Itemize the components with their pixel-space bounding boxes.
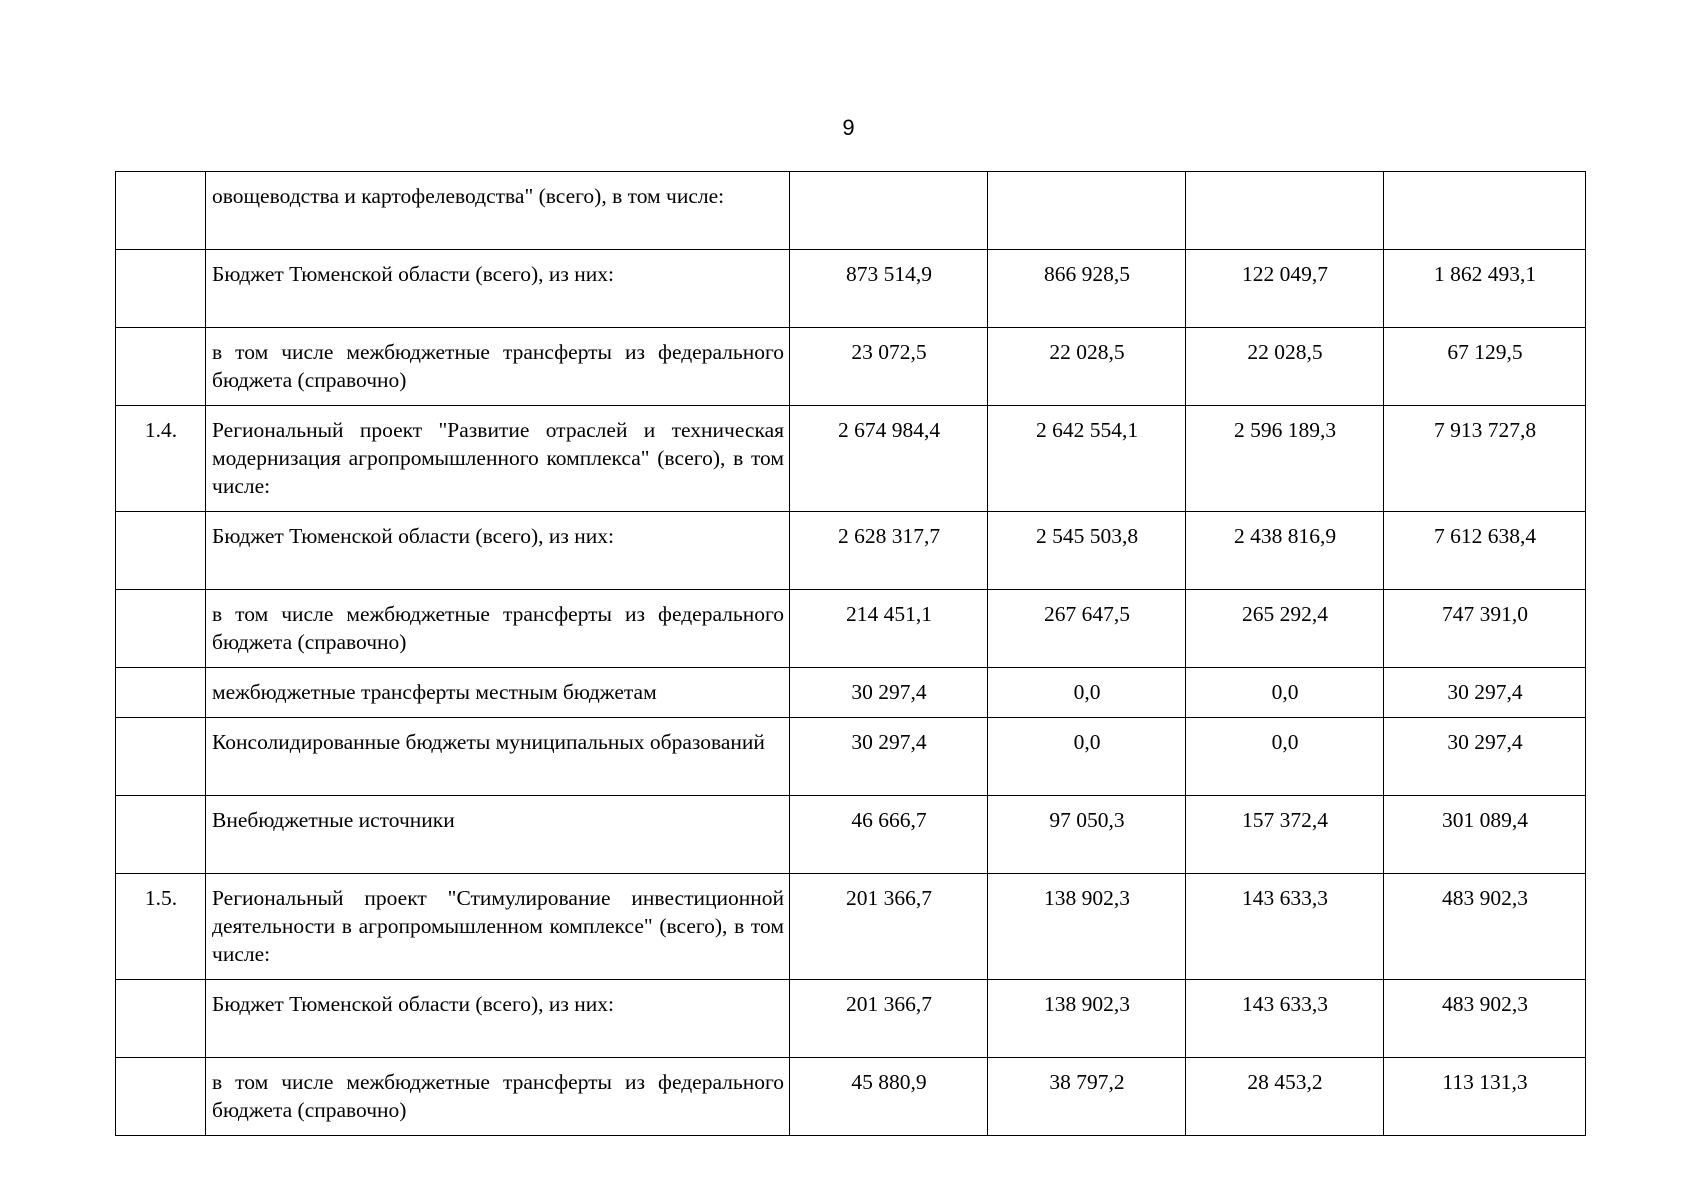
value-cell-year-2: 267 647,5 (988, 590, 1186, 668)
value-cell-year-2: 97 050,3 (988, 796, 1186, 874)
value-cell-year-3: 28 453,2 (1186, 1058, 1384, 1136)
row-number-cell: 1.5. (116, 874, 206, 980)
value-cell-total: 113 131,3 (1384, 1058, 1586, 1136)
row-number-cell (116, 980, 206, 1058)
value-cell-total: 7 913 727,8 (1384, 406, 1586, 512)
value-cell-total: 30 297,4 (1384, 668, 1586, 718)
value-cell-total: 7 612 638,4 (1384, 512, 1586, 590)
value-cell-year-2: 0,0 (988, 668, 1186, 718)
value-cell-year-2: 2 642 554,1 (988, 406, 1186, 512)
row-number-cell (116, 718, 206, 796)
row-number-cell (116, 1058, 206, 1136)
row-number-cell (116, 328, 206, 406)
table-row (116, 406, 1586, 512)
value-cell-year-1: 30 297,4 (790, 718, 988, 796)
table-row (116, 172, 1586, 250)
value-cell-year-1: 201 366,7 (790, 874, 988, 980)
page-number: 9 (842, 115, 855, 140)
value-cell-year-3 (1186, 172, 1384, 250)
row-number-cell: 1.4. (116, 406, 206, 512)
value-cell-total: 747 391,0 (1384, 590, 1586, 668)
value-cell-year-2: 138 902,3 (988, 874, 1186, 980)
row-description-cell: Консолидированные бюджеты муниципальных образований (206, 718, 790, 796)
table-row (116, 980, 1586, 1058)
value-cell-year-1: 2 628 317,7 (790, 512, 988, 590)
value-cell-year-1: 23 072,5 (790, 328, 988, 406)
table-row (116, 590, 1586, 668)
table-row (116, 1058, 1586, 1136)
value-cell-year-3: 143 633,3 (1186, 980, 1384, 1058)
value-cell-total: 483 902,3 (1384, 874, 1586, 980)
value-cell-total: 301 089,4 (1384, 796, 1586, 874)
value-cell-year-2: 866 928,5 (988, 250, 1186, 328)
value-cell-year-3: 0,0 (1186, 668, 1384, 718)
row-description-cell: овощеводства и картофелеводства" (всего), в том числе: (206, 172, 790, 250)
value-cell-year-3: 143 633,3 (1186, 874, 1384, 980)
value-cell-total (1384, 172, 1586, 250)
row-description-cell: в том числе межбюджетные трансферты из федерального бюджета (справочно) (206, 328, 790, 406)
row-description-cell: межбюджетные трансферты местным бюджетам (206, 668, 790, 718)
value-cell-year-1: 30 297,4 (790, 668, 988, 718)
row-description-cell: в том числе межбюджетные трансферты из федерального бюджета (справочно) (206, 590, 790, 668)
value-cell-year-3: 22 028,5 (1186, 328, 1384, 406)
value-cell-year-3: 122 049,7 (1186, 250, 1384, 328)
value-cell-year-3: 2 438 816,9 (1186, 512, 1384, 590)
value-cell-year-1: 201 366,7 (790, 980, 988, 1058)
row-description-cell: Бюджет Тюменской области (всего), из них: (206, 250, 790, 328)
value-cell-total: 30 297,4 (1384, 718, 1586, 796)
table-row (116, 512, 1586, 590)
value-cell-year-3: 2 596 189,3 (1186, 406, 1384, 512)
table-row (116, 668, 1586, 718)
value-cell-year-1: 2 674 984,4 (790, 406, 988, 512)
table-row (116, 796, 1586, 874)
value-cell-total: 483 902,3 (1384, 980, 1586, 1058)
row-number-cell (116, 172, 206, 250)
value-cell-year-1: 214 451,1 (790, 590, 988, 668)
table-row (116, 718, 1586, 796)
value-cell-year-2 (988, 172, 1186, 250)
row-description-cell: Региональный проект "Стимулирование инвестиционной деятельности в агропромышленном комплексе" (всего), в том числе: (206, 874, 790, 980)
value-cell-year-1: 46 666,7 (790, 796, 988, 874)
row-number-cell (116, 590, 206, 668)
table-row (116, 328, 1586, 406)
value-cell-year-2: 2 545 503,8 (988, 512, 1186, 590)
row-description-cell: в том числе межбюджетные трансферты из федерального бюджета (справочно) (206, 1058, 790, 1136)
value-cell-year-1: 45 880,9 (790, 1058, 988, 1136)
value-cell-year-2: 138 902,3 (988, 980, 1186, 1058)
row-description-cell: Внебюджетные источники (206, 796, 790, 874)
value-cell-year-1 (790, 172, 988, 250)
value-cell-year-3: 0,0 (1186, 718, 1384, 796)
row-number-cell (116, 512, 206, 590)
value-cell-year-3: 265 292,4 (1186, 590, 1384, 668)
row-number-cell (116, 796, 206, 874)
row-number-cell (116, 668, 206, 718)
value-cell-year-2: 0,0 (988, 718, 1186, 796)
value-cell-year-1: 873 514,9 (790, 250, 988, 328)
row-description-cell: Бюджет Тюменской области (всего), из них: (206, 980, 790, 1058)
row-description-cell: Региональный проект "Развитие отраслей и техническая модернизация агропромышленного комплекса" (всего), в том числе: (206, 406, 790, 512)
table-row (116, 250, 1586, 328)
value-cell-year-2: 38 797,2 (988, 1058, 1186, 1136)
value-cell-total: 67 129,5 (1384, 328, 1586, 406)
value-cell-year-2: 22 028,5 (988, 328, 1186, 406)
budget-table (115, 171, 1586, 1136)
row-description-cell: Бюджет Тюменской области (всего), из них: (206, 512, 790, 590)
row-number-cell (116, 250, 206, 328)
value-cell-total: 1 862 493,1 (1384, 250, 1586, 328)
table-row (116, 874, 1586, 980)
value-cell-year-3: 157 372,4 (1186, 796, 1384, 874)
